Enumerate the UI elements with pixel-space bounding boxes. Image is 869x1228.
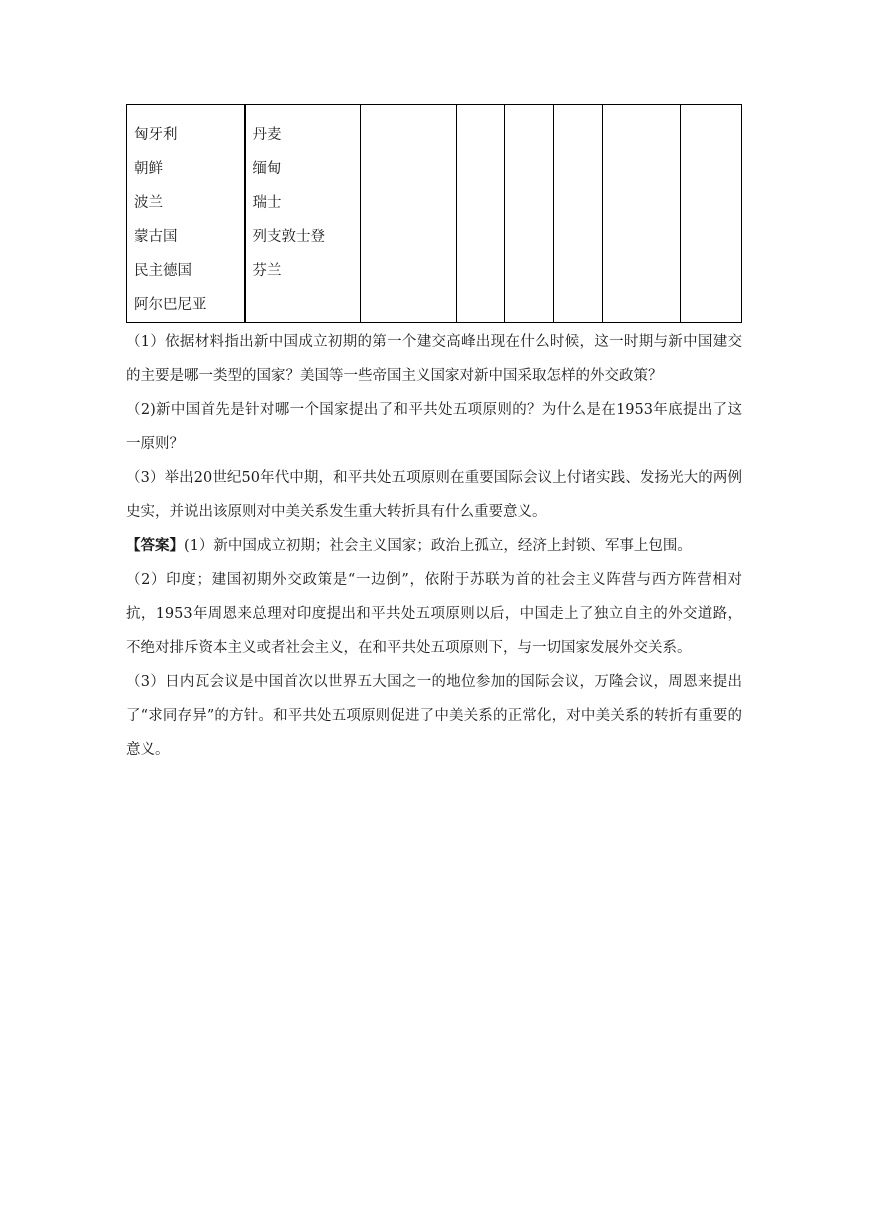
answer-1 — [126, 529, 742, 563]
table-cell-col2 — [245, 105, 361, 323]
answer-1-text: (1）新中国成立初期；社会主义国家；政治上孤立，经济上封锁、军事上包围。 — [184, 538, 692, 554]
question-2: （2)新中国首先是针对哪一个国家提出了和平共处五项原则的？为什么是在1953年底提出了这一原则？ — [126, 402, 742, 452]
answer-3: （3）日内瓦会议是中国首次以世界五大国之一的地位参加的国际会议，万隆会议，周恩来提出了“求同存异”的方针。和平共处五项原则促进了中美关系的正常化，对中美关系的转折有重要的意义。 — [126, 674, 742, 758]
list-item: 芬兰 — [252, 263, 282, 279]
table-row — [127, 105, 742, 323]
table-cell-empty — [681, 105, 742, 323]
list-item: 丹麦 — [252, 127, 282, 143]
list-item: 民主德国 — [134, 263, 192, 279]
table-cell-col1 — [127, 105, 245, 323]
list-item: 缅甸 — [252, 161, 282, 177]
countries-table — [126, 104, 742, 323]
list-item: 蒙古国 — [134, 229, 178, 245]
answer-2: （2）印度；建国初期外交政策是“一边倒”，依附于苏联为首的社会主义阵营与西方阵营相对抗，1953年周恩来总理对印度提出和平共处五项原则以后，中国走上了独立自主的外交道路，不绝对排斥资本主义或者社会主义，在和平共处五项原则下，与一切国家发展外交关系。 — [126, 572, 742, 656]
question-1: （1）依据材料指出新中国成立初期的第一个建交高峰出现在什么时候，这一时期与新中国建交的主要是哪一类型的国家？美国等一些帝国主义国家对新中国采取怎样的外交政策？ — [126, 334, 742, 384]
list-item: 波兰 — [134, 195, 163, 211]
answer-tag: 【答案】 — [126, 537, 184, 554]
list-item: 瑞士 — [252, 195, 282, 211]
table-cell-empty — [554, 105, 603, 323]
table-cell-empty — [361, 105, 457, 323]
table-cell-empty — [505, 105, 554, 323]
country-list-col1 — [127, 105, 244, 322]
table-cell-empty — [457, 105, 505, 323]
table-cell-empty — [603, 105, 681, 323]
list-item: 匈牙利 — [134, 127, 178, 143]
list-item: 列支敦士登 — [252, 229, 325, 245]
question-3: （3）举出20世纪50年代中期，和平共处五项原则在重要国际会议上付诸实践、发扬光大的两例史实，并说出该原则对中美关系发生重大转折具有什么重要意义。 — [126, 470, 742, 520]
list-item: 阿尔巴尼亚 — [134, 297, 207, 313]
country-list-col2 — [246, 105, 361, 288]
list-item: 朝鲜 — [134, 161, 163, 177]
question-answer-block — [126, 325, 742, 767]
